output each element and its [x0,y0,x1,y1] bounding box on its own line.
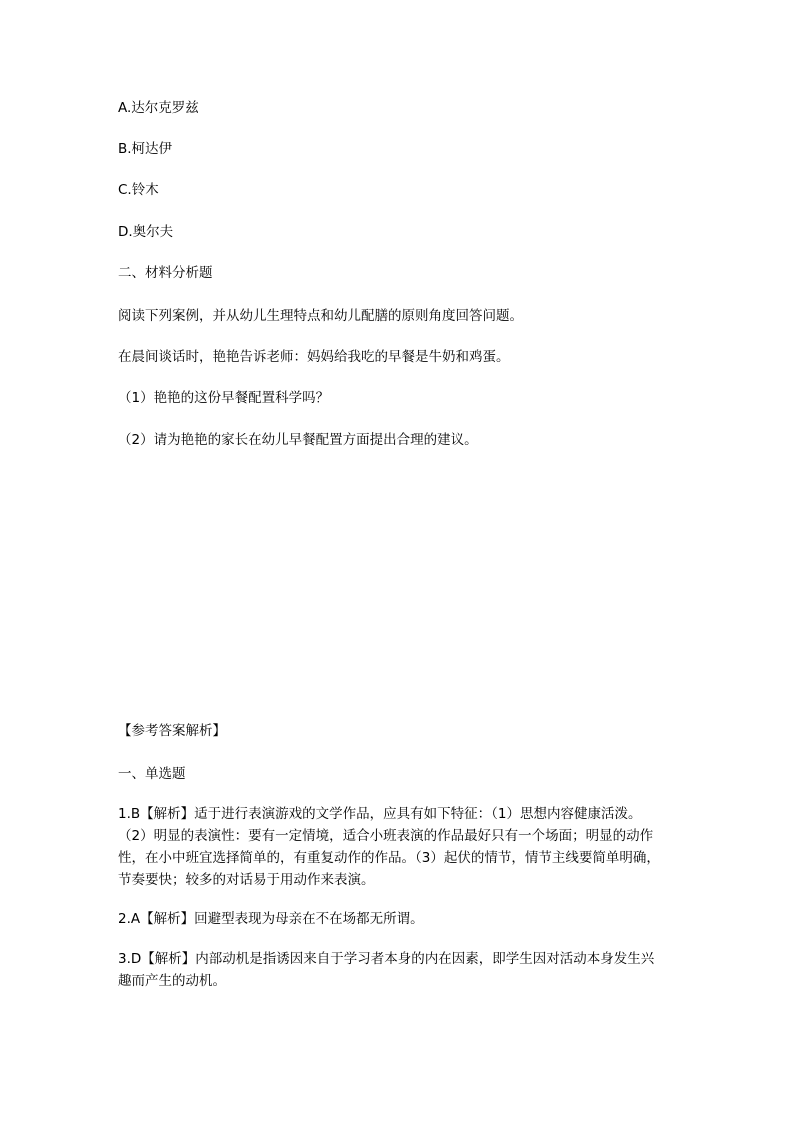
answer-item-2 [118,908,692,930]
answer-1-line: 性，在小中班宜选择简单的，有重复动作的作品。（3）起伏的情节，情节主线要简单明确， [118,850,660,866]
material-question-2: （2）请为艳艳的家长在幼儿早餐配置方面提出合理的建议。 [118,432,478,448]
material-question-1: （1）艳艳的这份早餐配置科学吗？ [118,390,330,406]
answer-3-line: 趣而产生的动机。 [118,973,226,989]
answers-section-title: 一、单选题 [118,766,186,782]
answer-3-line: 3.D【解析】内部动机是指诱因来自于学习者本身的内在因素，即学生因对活动本身发生兴 [118,951,655,967]
section-material-title: 二、材料分析题 [118,265,213,281]
answer-1-line: 节奏要快；较多的对话易于用动作来表演。 [118,872,375,888]
answer-2-line: 2.A【解析】回避型表现为母亲在不在场都无所谓。 [118,911,424,927]
answers-header: 【参考答案解析】 [118,723,226,739]
option-c: C.铃木 [118,182,159,198]
material-prompt: 阅读下列案例，并从幼儿生理特点和幼儿配膳的原则角度回答问题。 [118,308,523,324]
answer-1-line: 1.B【解析】适于进行表演游戏的文学作品，应具有如下特征：（1）思想内容健康活泼。 [118,806,642,822]
answer-item-3 [118,948,692,992]
option-d: D.奥尔夫 [118,224,174,240]
option-b: B.柯达伊 [118,141,173,157]
answer-1-line: （2）明显的表演性：要有一定情境，适合小班表演的作品最好只有一个场面；明显的动作 [118,828,654,844]
material-case: 在晨间谈话时，艳艳告诉老师：妈妈给我吃的早餐是牛奶和鸡蛋。 [118,349,510,365]
answer-item-1 [118,803,692,891]
option-a: A.达尔克罗兹 [118,100,199,116]
